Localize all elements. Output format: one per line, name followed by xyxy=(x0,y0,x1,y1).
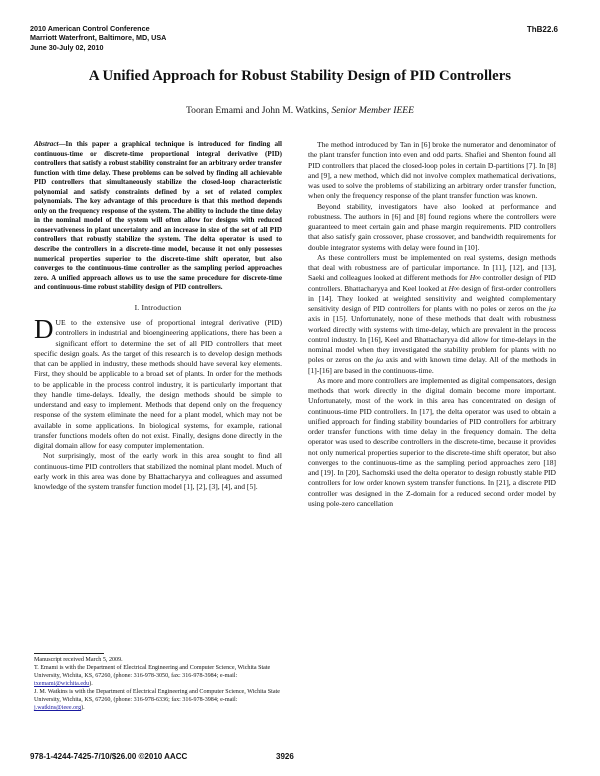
right-column xyxy=(308,140,556,509)
session-code: ThB22.6 xyxy=(526,25,558,34)
j-omega-symbol: jω xyxy=(548,304,556,313)
intro-paragraph-1 xyxy=(34,314,282,451)
author-names: Tooran Emami and John M. Watkins, xyxy=(185,105,332,116)
h-infinity-symbol-2: H∞ xyxy=(448,283,460,293)
right-paragraph-3-part-d: axis in [15]. Unfortunately, none of these methods that dealt with robustness worked directly with systems with time-delay, which are prevalent in the process control industry. In [16], Keel and Bhattacharyya did allow for time-delays in the nominal model when they investigated the stability problem for plants with no poles or zeros on the xyxy=(308,314,556,365)
right-paragraph-2: Beyond stability, investigators have also looked at performance and robustness. The authors in [6] and [8] found regions where the controllers were guaranteed to meet certain gain and phase margin requirements. PID controllers that also satisfy gain crossover, phase crossover, and bandwidth requirements for double integrator systems with delay were found in [10]. xyxy=(308,201,556,252)
right-paragraph-3 xyxy=(308,253,556,376)
right-paragraph-3-part-b: controller design of PID controllers. Bhattacharyya and Keel looked at xyxy=(308,273,556,293)
watkins-email-link[interactable]: j.watkins@ieee.org xyxy=(34,705,82,711)
author-role: Senior Member IEEE xyxy=(331,105,415,116)
footnote-divider xyxy=(34,653,104,654)
right-paragraph-4: As more and more controllers are implemented as digital compensators, design methods that work directly in the digital domain become more important. Unfortunately, most of the work in this area has concentrated on design of continuous-time PID controllers. In [17], the delta operator was used to obtain a unified approach for finding stability boundaries of PID controllers for arbitrary order transfer functions with time delay in the frequency domain. The delta operator was used to describe controllers in the discrete-time, because it provides not only numerical properties superior to the discrete-time shift operator, but also converges to the continuous-time as the sampling period approaches zero [18] and [19]. In [20], Sachomski used the delta operator to design robustly stable PID controllers for low order known system transfer functions. In [21], a discrete PID controller was designed in the Z-domain for a reduced second order model by using pole-zero cancellation xyxy=(308,375,556,508)
paper-title: A Unified Approach for Robust Stability Design of PID Controllers xyxy=(88,68,512,84)
footer-isbn: 978-1-4244-7425-7/10/$26.00 ©2010 AACC xyxy=(30,752,188,761)
footnote-emami xyxy=(34,664,284,688)
right-paragraph-1: The method introduced by Tan in [6] broke the numerator and denominator of the plant transfer function into even and odd parts. Shafiei and Shenton found all PID controllers that placed the closed-loop poles in certain D-partitions [7]. In [8] and [9], a new method, which did not involve complex mathematical derivations, was used to solve the problems of stabilizing an arbitrary order transfer function, when only the frequency response of the plant transfer function was known. xyxy=(308,140,556,201)
right-paragraph-3-part-a: As these controllers must be implemented on real systems, design methods that deal with robustness are of particular importance. In [11], [12], and [13], Saeki and colleagues looked at different methods for xyxy=(308,252,556,283)
intro-paragraph-2: Not surprisingly, most of the early work in this area sought to find all continuous-time PID controllers that stabilized the nominal plant model. Much of early work in this area was done by Bhattacharyya and colleagues and assumed knowledge of the system transfer function model [1], [2], [3], [4], and [5]. xyxy=(34,451,282,491)
abstract-lead: Abstract xyxy=(34,140,59,148)
conference-dates: June 30-July 02, 2010 xyxy=(30,42,104,52)
abstract-body: —In this paper a graphical technique is introduced for finding all continuous-time or discrete-time proportional integral derivative (PID) controllers that satisfy a robust stability constraint for an arbitrary order transfer function with time delay. These problems can be solved by finding all achievable PID controllers that simultaneously stabilize the closed-loop characteristic polynomial and satisfy constraints defined by a set of related complex polynomials. The key advantage of this procedure is that this method depends only on the frequency response of the system. The ability to include the time delay in the nominal model of the system will often allow for designs with reduced conservativeness in plant uncertainty and an increase in size of the set of all PID controllers that robustly stabilize the system. The delta operator is used to describe the controllers in a discrete-time model, because it not only possesses numerical properties superior to the discrete-time shift operator, but also converges to the continuous-time controller as the sampling period approaches zero. A unified approach allows us to use the same procedure for discrete-time and continuous-time robust stability design of PID controllers. xyxy=(34,140,282,292)
footnote xyxy=(34,656,284,712)
abstract xyxy=(34,140,282,293)
conference-venue: Marriott Waterfront, Baltimore, MD, USA xyxy=(30,33,167,43)
footnote-emami-end: ). xyxy=(89,681,93,687)
h-infinity-symbol: H∞ xyxy=(469,273,481,283)
footnote-watkins-text: J. M. Watkins is with the Department of Electrical Engineering and Computer Science, Wichita State University, Wichita, KS, 67260, (phone: 316-978-6336; fax: 316-978-3984; e-mail: xyxy=(34,689,280,703)
emami-email-link[interactable]: txemami@wichita.edu xyxy=(34,681,90,687)
page-number: 3926 xyxy=(276,752,294,761)
author-line xyxy=(0,105,600,116)
right-paragraph-3-part-e: axis and with known time delay. All of the methods in [1]-[16] are based in the continuous-time. xyxy=(308,355,556,375)
footnote-watkins xyxy=(34,688,284,712)
intro-paragraph-1-text: UE to the extensive use of proportional integral derivative (PID) controllers in industrial and bioengineering applications, there has been a significant effort to determine the set of all PID controllers that meet specific design goals. As the target of this research is to develop design methods that can be applied in industry, these methods should have several key elements. First, they should be applicable to a broad set of plants. In order for the methods to be applicable in the process control industry, it is particularly important that they handle time-delays. Ideally, the design methods should be simple to understand and easy to implement. Methods that depend only on the frequency response of the system eliminate the need for a plant model, which may not be available in some applications. In biological systems, for example, rational transfer functions models often do not exist. Finally, designs done directly in the digital domain allow for easy computer implementation. xyxy=(34,318,282,450)
section-heading-introduction: I. Introduction xyxy=(134,302,182,312)
footnote-received: Manuscript received March 5, 2009. xyxy=(34,657,123,663)
conference-header xyxy=(30,24,166,52)
right-paragraph-3-part-c: design of first-order controllers in [14]. They looked at weighted sensitivity and weighted complementary sensitivity design of PID controllers for plants with no poles or zeros on the xyxy=(308,283,556,313)
conference-name: 2010 American Control Conference xyxy=(30,24,150,33)
drop-cap: D xyxy=(34,314,54,344)
left-column xyxy=(34,140,282,492)
footnote-emami-text: T. Emami is with the Department of Electrical Engineering and Computer Science, Wichita State University, Wichita, KS, 67260, (phone: 316-978-3050, fax: 316-978-3984; e-mail: xyxy=(34,665,271,679)
footnote-watkins-end: ). xyxy=(81,705,85,711)
j-omega-symbol-2: jω xyxy=(375,355,384,365)
